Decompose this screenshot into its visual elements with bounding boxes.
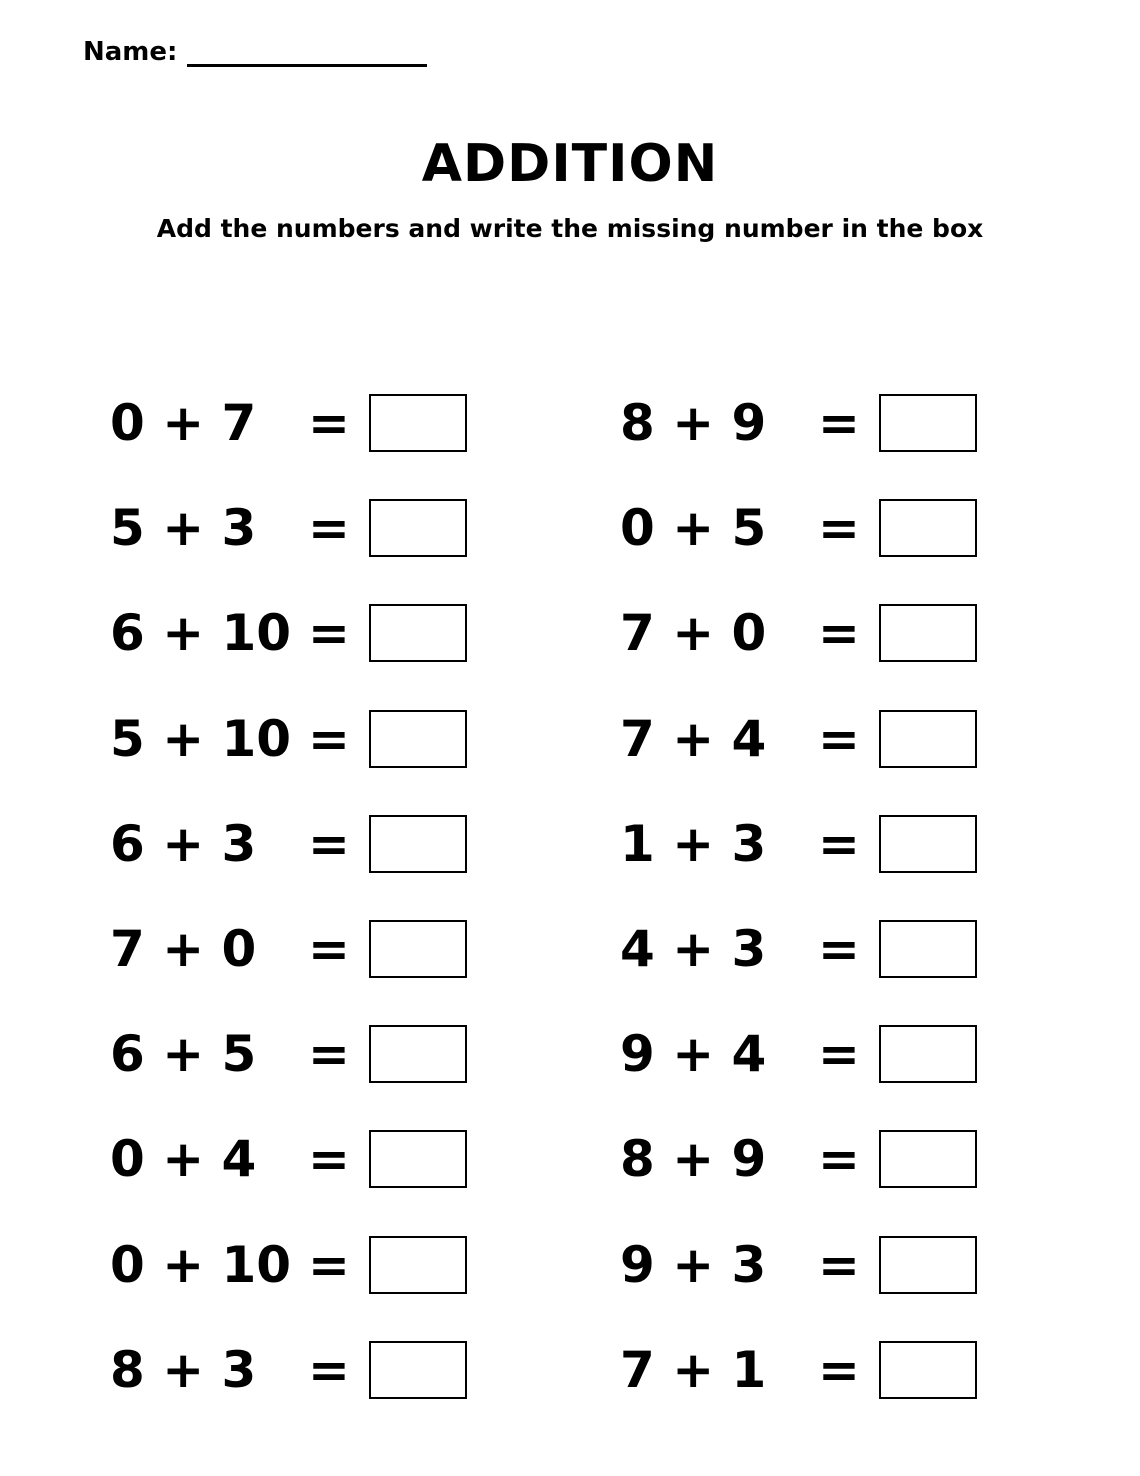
answer-box[interactable] <box>879 1025 977 1083</box>
problem-row <box>110 710 590 768</box>
problem-row <box>620 1236 1100 1294</box>
answer-box[interactable] <box>369 604 467 662</box>
problem-expression: 0 + 4 <box>110 1130 257 1188</box>
equals-sign: = <box>308 499 350 557</box>
problem-expression: 7 + 1 <box>620 1341 767 1399</box>
problem-expression: 7 + 0 <box>110 920 257 978</box>
equals-sign: = <box>308 920 350 978</box>
equals-sign: = <box>818 1341 860 1399</box>
answer-box[interactable] <box>369 499 467 557</box>
problem-row <box>110 920 590 978</box>
equals-sign: = <box>308 1130 350 1188</box>
problem-row <box>110 394 590 452</box>
problem-expression: 9 + 4 <box>620 1025 767 1083</box>
equals-sign: = <box>308 1236 350 1294</box>
problem-row <box>110 1025 590 1083</box>
equals-sign: = <box>818 604 860 662</box>
problem-expression: 7 + 0 <box>620 604 767 662</box>
problem-row <box>110 1236 590 1294</box>
answer-box[interactable] <box>369 394 467 452</box>
problem-expression: 5 + 10 <box>110 710 292 768</box>
problem-row <box>620 920 1100 978</box>
problem-expression: 0 + 7 <box>110 394 257 452</box>
equals-sign: = <box>818 710 860 768</box>
problem-expression: 6 + 3 <box>110 815 257 873</box>
answer-box[interactable] <box>369 815 467 873</box>
problem-row <box>620 604 1100 662</box>
problem-expression: 4 + 3 <box>620 920 767 978</box>
answer-box[interactable] <box>879 920 977 978</box>
answer-box[interactable] <box>879 710 977 768</box>
equals-sign: = <box>818 394 860 452</box>
problem-expression: 1 + 3 <box>620 815 767 873</box>
problem-row <box>620 710 1100 768</box>
problem-expression: 6 + 5 <box>110 1025 257 1083</box>
problem-row <box>620 1130 1100 1188</box>
equals-sign: = <box>818 499 860 557</box>
answer-box[interactable] <box>369 1025 467 1083</box>
equals-sign: = <box>818 1130 860 1188</box>
problem-row <box>620 394 1100 452</box>
name-field-row <box>83 34 427 67</box>
answer-box[interactable] <box>369 1130 467 1188</box>
problem-row <box>110 604 590 662</box>
problem-expression: 9 + 3 <box>620 1236 767 1294</box>
problem-expression: 6 + 10 <box>110 604 292 662</box>
problem-row <box>110 1130 590 1188</box>
answer-box[interactable] <box>369 710 467 768</box>
equals-sign: = <box>308 710 350 768</box>
worksheet-title: ADDITION <box>421 134 719 194</box>
equals-sign: = <box>308 604 350 662</box>
equals-sign: = <box>308 815 350 873</box>
problem-row <box>620 1025 1100 1083</box>
answer-box[interactable] <box>369 1341 467 1399</box>
problem-row <box>110 1341 590 1399</box>
worksheet-instructions: Add the numbers and write the missing number in the box <box>156 214 984 243</box>
problem-expression: 8 + 9 <box>620 1130 767 1188</box>
problem-expression: 5 + 3 <box>110 499 257 557</box>
problem-row <box>110 499 590 557</box>
name-blank-line[interactable] <box>187 34 427 67</box>
problem-expression: 8 + 9 <box>620 394 767 452</box>
answer-box[interactable] <box>879 499 977 557</box>
equals-sign: = <box>818 920 860 978</box>
problem-expression: 0 + 10 <box>110 1236 292 1294</box>
answer-box[interactable] <box>879 815 977 873</box>
equals-sign: = <box>818 1236 860 1294</box>
equals-sign: = <box>308 394 350 452</box>
problem-row <box>620 499 1100 557</box>
name-label: Name: <box>83 37 178 67</box>
equals-sign: = <box>818 1025 860 1083</box>
answer-box[interactable] <box>879 1341 977 1399</box>
answer-box[interactable] <box>879 1130 977 1188</box>
problem-expression: 7 + 4 <box>620 710 767 768</box>
problem-expression: 0 + 5 <box>620 499 767 557</box>
problem-row <box>110 815 590 873</box>
answer-box[interactable] <box>369 1236 467 1294</box>
equals-sign: = <box>308 1341 350 1399</box>
answer-box[interactable] <box>369 920 467 978</box>
problem-row <box>620 1341 1100 1399</box>
answer-box[interactable] <box>879 394 977 452</box>
answer-box[interactable] <box>879 604 977 662</box>
problem-expression: 8 + 3 <box>110 1341 257 1399</box>
equals-sign: = <box>308 1025 350 1083</box>
problem-row <box>620 815 1100 873</box>
answer-box[interactable] <box>879 1236 977 1294</box>
equals-sign: = <box>818 815 860 873</box>
